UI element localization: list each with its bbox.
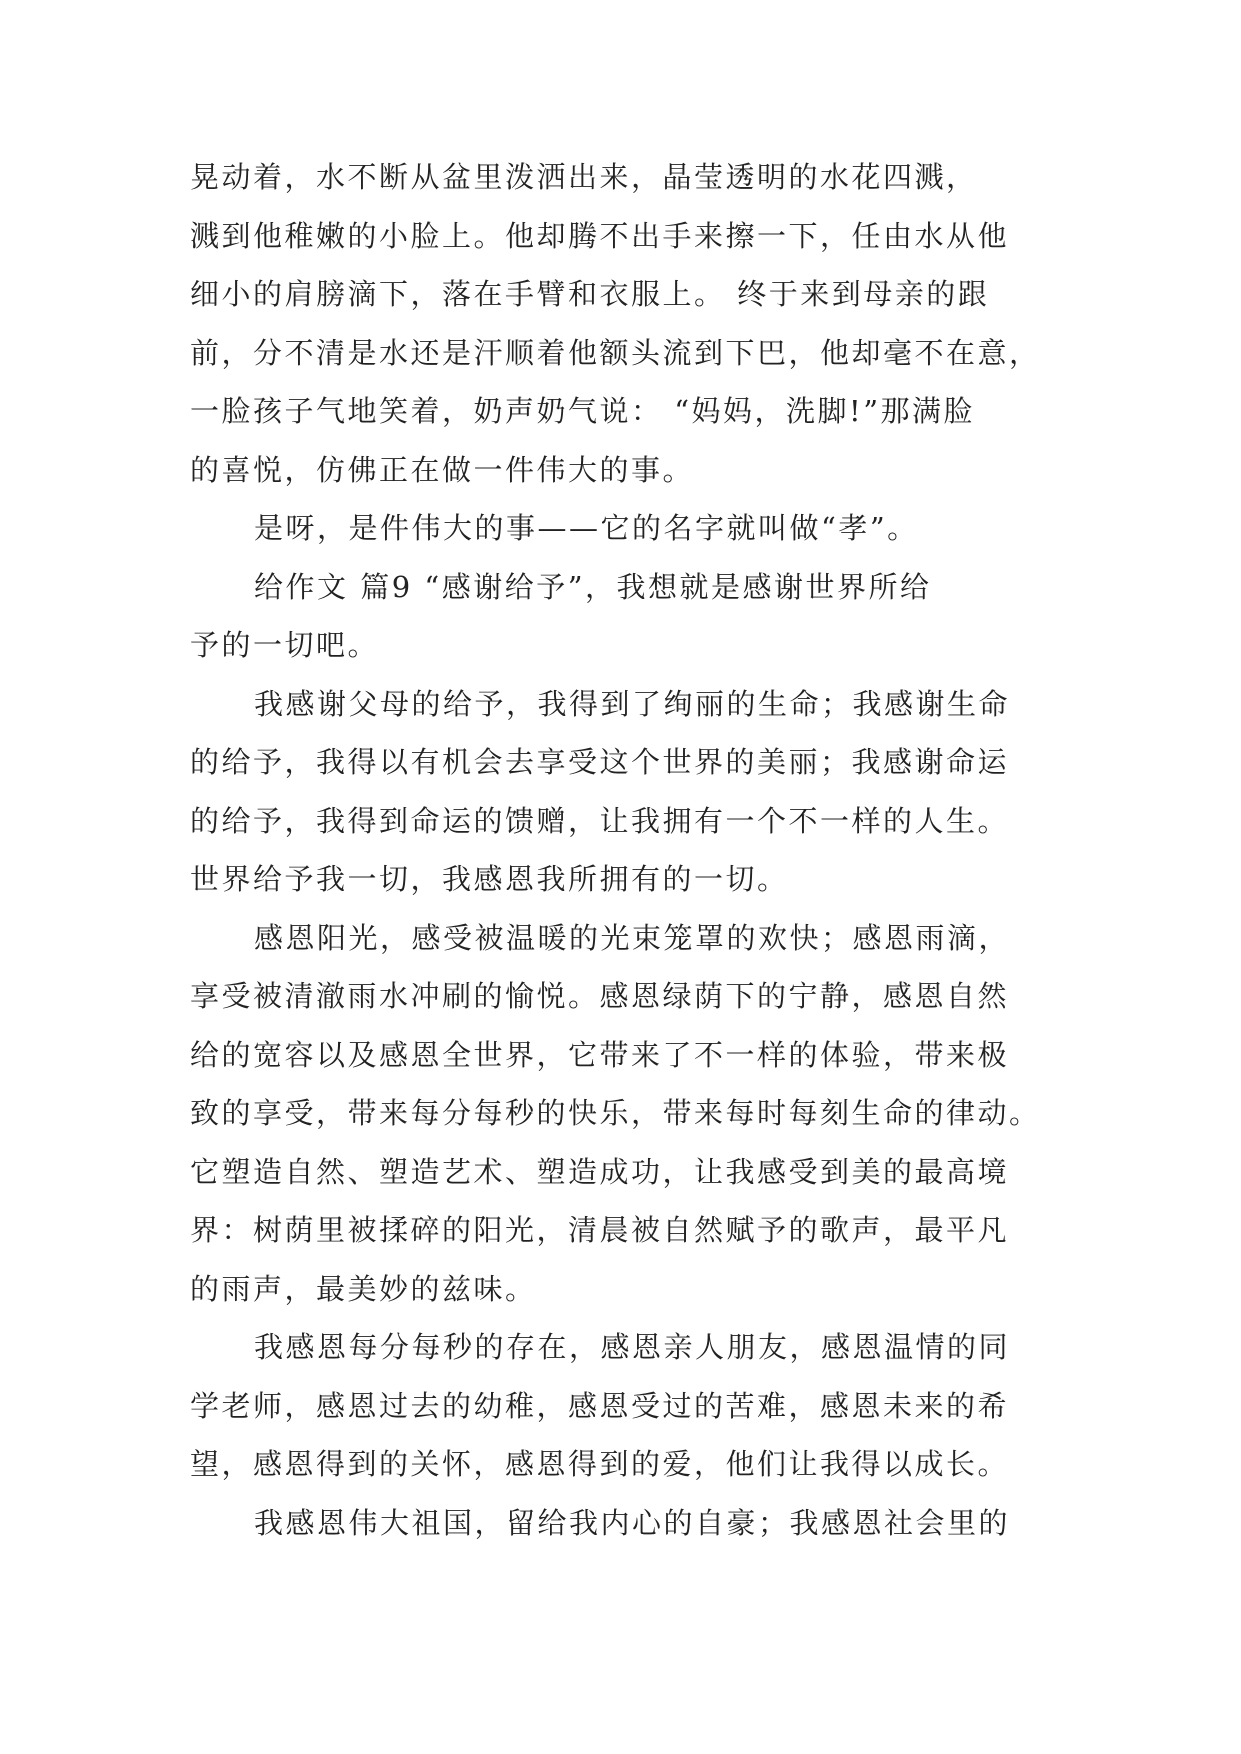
text-line: 细小的肩膀滴下，落在手臂和衣服上。 终于来到母亲的跟: [190, 277, 990, 311]
text-line: 予的一切吧。: [190, 628, 380, 662]
text-line: 享受被清澈雨水冲刷的愉悦。感恩绿荫下的宁静，感恩自然: [190, 979, 1010, 1013]
text-line: 学老师，感恩过去的幼稚，感恩受过的苦难，感恩未来的希: [190, 1388, 1010, 1423]
document-body: [190, 148, 1070, 1552]
text-line: 我感恩伟大祖国，留给我内心的自豪；我感恩社会里的: [254, 1505, 1011, 1540]
text-line: 给的宽容以及感恩全世界，它带来了不一样的体验，带来极: [190, 1037, 1010, 1072]
text-line: 晃动着，水不断从盆里泼洒出来，晶莹透明的水花四溅，: [190, 160, 978, 194]
text-line: 溅到他稚嫩的小脸上。他却腾不出手来擦一下，任由水从他: [190, 218, 1010, 253]
text-line: 的喜悦，仿佛正在做一件伟大的事。: [190, 452, 695, 487]
text-line: 世界给予我一切，我感恩我所拥有的一切。: [190, 862, 789, 896]
text-line: 的雨声，最美妙的兹味。: [190, 1271, 537, 1306]
text-line: 是呀，是件伟大的事——它的名字就叫做“孝”。: [254, 511, 919, 545]
text-line: 望，感恩得到的关怀，感恩得到的爱，他们让我得以成长。: [190, 1447, 1010, 1481]
text-line: 的给予，我得以有机会去享受这个世界的美丽；我感谢命运: [190, 745, 1010, 779]
text-line: 前，分不清是水还是汗顺着他额头流到下巴，他却毫不在意，: [190, 335, 1041, 370]
text-line: 我感谢父母的给予，我得到了绚丽的生命；我感谢生命: [254, 686, 1011, 721]
text-line: 感恩阳光，感受被温暖的光束笼罩的欢快；感恩雨滴，: [254, 920, 1011, 955]
text-line: 界：树荫里被揉碎的阳光，清晨被自然赋予的歌声，最平凡: [190, 1213, 1010, 1247]
text-line: 的给予，我得到命运的馈赠，让我拥有一个不一样的人生。: [190, 803, 1010, 838]
text-line: 致的享受，带来每分每秒的快乐，带来每时每刻生命的律动。: [190, 1096, 1041, 1130]
text-line: 我感恩每分每秒的存在，感恩亲人朋友，感恩温情的同: [254, 1330, 1011, 1364]
text-line: 一脸孩子气地笑着，奶声奶气说： “妈妈，洗脚!”那满脸: [190, 394, 976, 428]
text-line: 给作文 篇9 “感谢给予”，我想就是感谢世界所给: [254, 569, 932, 604]
text-line: 它塑造自然、塑造艺术、塑造成功，让我感受到美的最高境: [190, 1154, 1010, 1189]
